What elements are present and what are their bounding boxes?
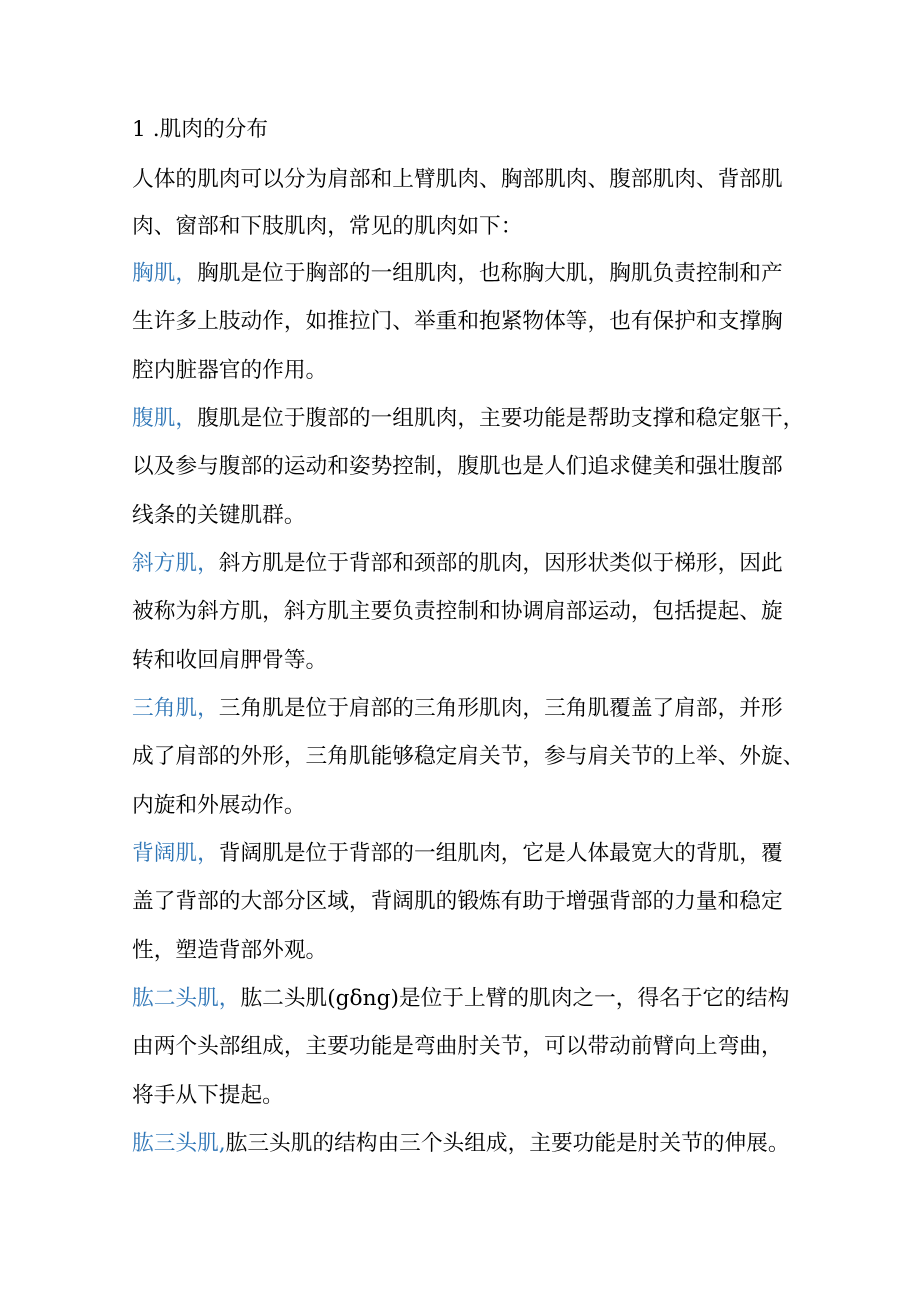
entry-line	[132, 975, 920, 1023]
muscle-term: 肱二头肌，	[132, 985, 241, 1011]
entry-line: 由两个头部组成，主要功能是弯曲肘关节，可以带动前臂向上弯曲，	[132, 1034, 783, 1060]
muscle-description: 腹肌是位于腹部的一组肌肉，主要功能是帮助支撑和稳定躯干，	[197, 405, 805, 431]
entry-line: 内旋和外展动作。	[132, 792, 306, 818]
entry-line: 生许多上肢动作，如推拉门、举重和抱紧物体等，也有保护和支撑胸	[132, 309, 783, 335]
entry-line: 性，塑造背部外观。	[132, 937, 328, 963]
muscle-term: 背阔肌，	[132, 840, 219, 866]
entry-line	[132, 540, 920, 588]
muscle-term: 三角肌，	[132, 695, 219, 721]
entry-line	[132, 1120, 920, 1168]
muscle-term: 腹肌，	[132, 405, 198, 431]
muscle-description: 背阔肌是位于背部的一组肌肉，它是人体最宽大的背肌，覆	[218, 840, 783, 866]
section-heading: 1 .肌肉的分布	[132, 117, 269, 142]
muscle-entry-chest	[132, 250, 920, 395]
intro-paragraph	[132, 157, 920, 250]
muscle-entry-latissimus	[132, 830, 920, 975]
muscle-entry-trapezius	[132, 540, 920, 685]
entry-line: 腔内脏器官的作用。	[132, 357, 328, 383]
entry-line: 被称为斜方肌，斜方肌主要负责控制和协调肩部运动，包括提起、旋	[132, 599, 783, 625]
entry-line: 线条的关键肌群。	[132, 502, 306, 528]
muscle-term: 斜方肌，	[132, 550, 219, 576]
muscle-entry-abdominal	[132, 395, 920, 540]
entry-line: 转和收回肩胛骨等。	[132, 647, 328, 673]
entry-line	[132, 830, 920, 878]
muscle-description: 斜方肌是位于背部和颈部的肌肉，因形状类似于梯形，因此	[218, 550, 783, 576]
muscle-term: 胸肌，	[132, 261, 198, 286]
entry-line	[132, 685, 920, 733]
entry-line: 以及参与腹部的运动和姿势控制，腹肌也是人们追求健美和强壮腹部	[132, 454, 783, 480]
muscle-entry-deltoid	[132, 685, 920, 830]
muscle-description: 胸肌是位于胸部的一组肌肉，也称胸大肌，胸肌负责控制和产	[197, 261, 783, 286]
entry-line	[132, 395, 920, 443]
intro-line: 肉、窗部和下肢肌肉，常见的肌肉如下：	[132, 213, 523, 239]
muscle-description: 三角肌是位于肩部的三角形肌肉，三角肌覆盖了肩部，并形	[218, 695, 783, 721]
muscle-entry-biceps	[132, 975, 920, 1120]
muscle-term: 肱三头肌,	[132, 1130, 226, 1156]
entry-line: 将手从下提起。	[132, 1082, 284, 1108]
intro-line: 人体的肌肉可以分为肩部和上臂肌肉、胸部肌肉、腹部肌肉、背部肌	[132, 167, 783, 192]
muscle-entry-triceps	[132, 1120, 920, 1168]
muscle-description: 肱二头肌(gδng)是位于上臂的肌肉之一，得名于它的结构	[240, 985, 790, 1011]
muscle-description: 肱三头肌的结构由三个头组成，主要功能是肘关节的伸展。	[225, 1130, 790, 1156]
entry-line: 成了肩部的外形，三角肌能够稳定肩关节，参与肩关节的上举、外旋、	[132, 744, 805, 770]
entry-line	[132, 250, 920, 298]
entry-line: 盖了背部的大部分区域，背阔肌的锻炼有助于增强背部的力量和稳定	[132, 889, 783, 915]
